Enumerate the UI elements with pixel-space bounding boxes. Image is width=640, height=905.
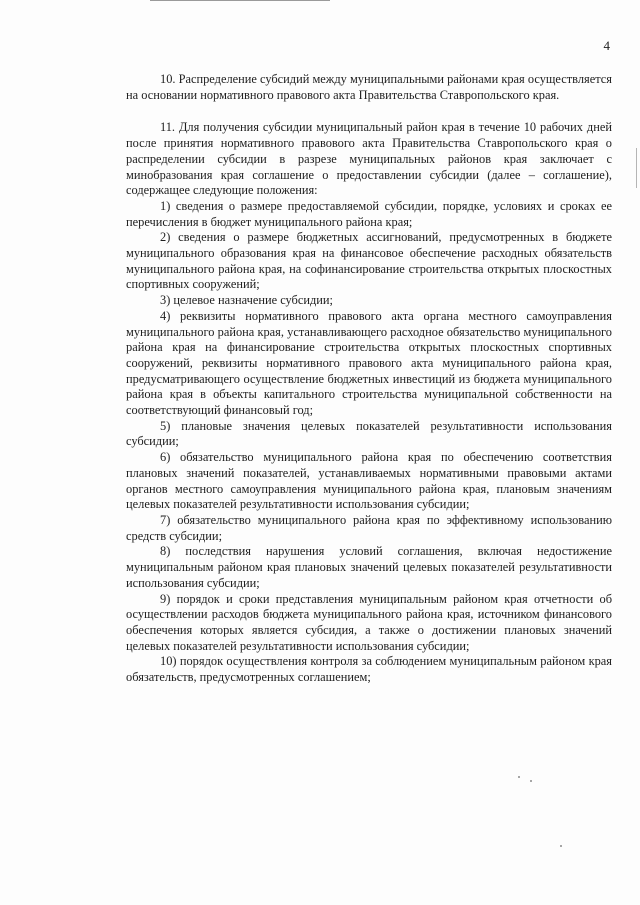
- scan-speck: [530, 780, 532, 782]
- page-number: 4: [603, 38, 610, 53]
- list-item-8: 8) последствия нарушения условий соглашения, включая недостижение муниципальным районом края плановых значений целевых показателей результативности использования субсидии;: [126, 544, 612, 590]
- paragraph-gap: [126, 103, 612, 120]
- scan-speck: [560, 845, 562, 847]
- list-item-3: 3) целевое назначение субсидии;: [160, 293, 334, 308]
- list-item-4: 4) реквизиты нормативного правового акта органа местного самоуправления муниципального района края, устанавливающего расходное обязательство муниципального района края на финансирование строительства открытых плоскостных спортивных сооружений, реквизиты нормативного правового акта муниципального района края, предусматривающего осуществление бюджетных инвестиций из бюджета муниципального района края в объекты капитального строительства муниципальной собственности на соответствующий финансовый год;: [126, 308, 612, 418]
- paragraph-10: 10. Распределение субсидий между муниципальными районами края осуществляется на основании нормативного правового акта Правительства Ставропольского края.: [126, 72, 612, 102]
- paragraph-11: 11. Для получения субсидии муниципальный район края в течение 10 рабочих дней после принятия нормативного правового акта Правительства Ставропольского края о распределении субсидии в разрезе муниципальных районов края заключает с минобразования края соглашение о предоставлении субсидии (далее – соглашение), содержащее следующие положения:: [126, 120, 612, 198]
- list-item-1: 1) сведения о размере предоставляемой субсидии, порядке, условиях и сроках ее перечисления в бюджет муниципального района края;: [126, 198, 612, 229]
- list-item-2: 2) сведения о размере бюджетных ассигнований, предусмотренных в бюджете муниципального образования края на финансовое обеспечение расходных обязательств муниципального района края, на софинансирование строительства открытых плоскостных спортивных сооружений;: [126, 230, 612, 292]
- scan-speck: [518, 776, 520, 778]
- list-item-9: 9) порядок и сроки представления муниципальным районом края отчетности об осуществлении расходов бюджета муниципального района края, источником финансового обеспечения которых является субсидия, а также о достижении плановых значений целевых показателей результативности использования субсидии;: [126, 591, 612, 653]
- list-item-5: 5) плановые значения целевых показателей результативности использования субсидии;: [126, 418, 612, 449]
- margin-scan-mark: [636, 148, 637, 188]
- list-item-6: 6) обязательство муниципального района края по обеспечению соответствия плановых значений показателей, устанавливаемых нормативными правовыми актами органов местного самоуправления муниципального района края, плановым значениям целевых показателей результативности использования субсидии;: [126, 450, 612, 512]
- list-item-10: 10) порядок осуществления контроля за соблюдением муниципальным районом края обязательств, предусмотренных соглашением;: [126, 654, 612, 685]
- document-body: [126, 72, 612, 686]
- scan-edge-mark: [150, 0, 330, 4]
- list-item-7: 7) обязательство муниципального района края по эффективному использованию средств субсидии;: [126, 512, 612, 543]
